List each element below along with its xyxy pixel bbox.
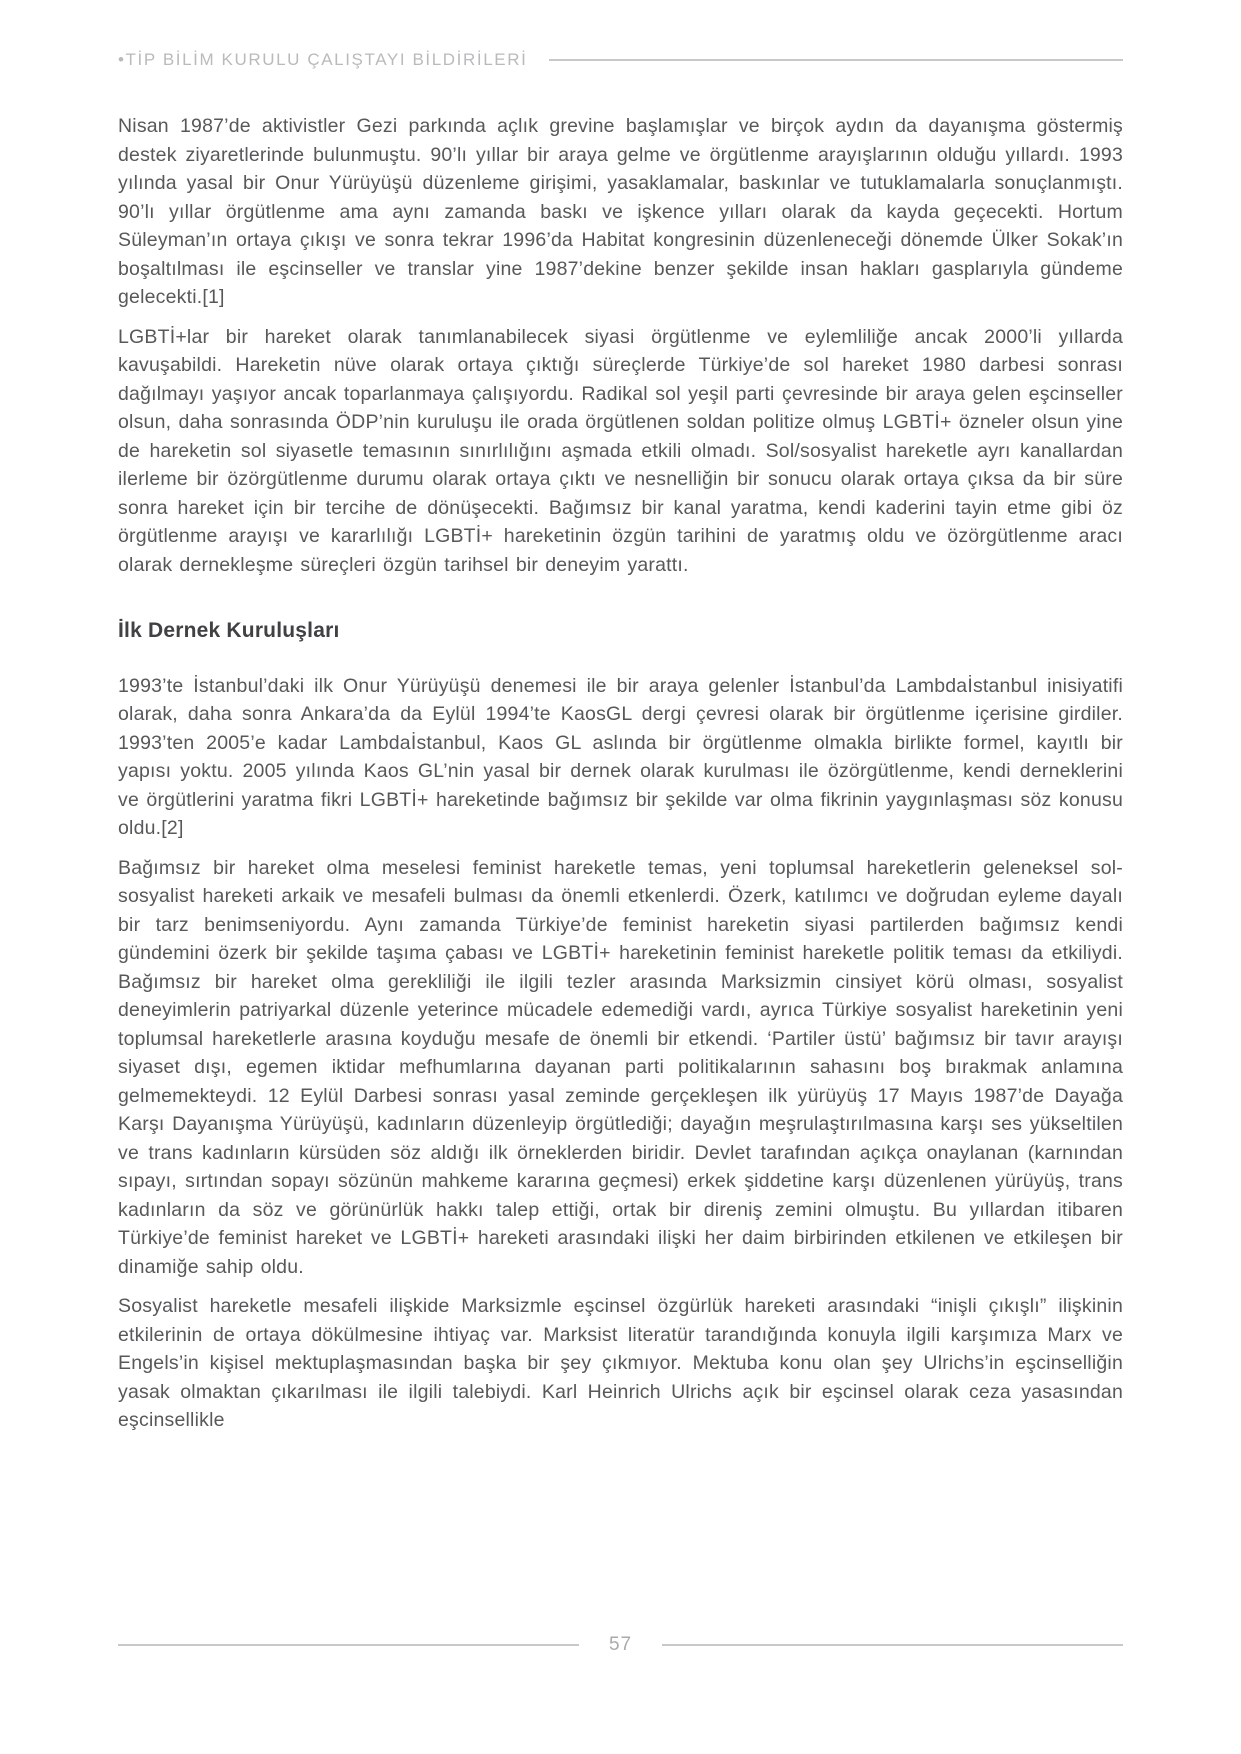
- body-paragraph: Bağımsız bir hareket olma meselesi feminist hareketle temas, yeni toplumsal hareketlerin geleneksel sol-sosyalist hareketi arkaik ve mesafeli bulması da önemli etkenlerdi. Özerk, katılımcı ve doğrudan eyleme dayalı bir tarz benimseniyordu. Aynı zamanda Türkiye’de feminist hareketin siyasi partilerden bağımsız kendi gündemini özerk bir şekilde taşıma çabası ve LGBTİ+ hareketinin feminist hareketle politik teması da etkiliydi. Bağımsız bir hareket olma gerekliliği ile ilgili tezler arasında Marksizmin cinsiyet körü olması, sosyalist deneyimlerin patriyarkal düzenle yeterince mücadele edemediği vardı, ayrıca Türkiye sosyalist hareketinin yeni toplumsal hareketlerle arasına koyduğu mesafe de önemli bir etkendi. ‘Partiler üstü’ bağımsız bir tavır arayışı siyaset dışı, egemen iktidar mefhumlarına dayanan parti politikalarının sahasını boş bırakmak anlamına gelmemekteydi. 12 Eylül Darbesi sonrası yasal zeminde gerçekleşen ilk yürüyüş 17 Mayıs 1987’de Dayağa Karşı Dayanışma Yürüyüşü, kadınların düzenleyip örgütlediği; dayağın meşrulaştırılmasına karşı ses yükseltilen ve trans kadınların kürsüden söz aldığı ilk örneklerden biridir. Devlet tarafından açıkça onaylanan (karnından sıpayı, sırtından sopayı sözünün mahkeme kararına geçmesi) erkek şiddetine karşı düzenlenen yürüyüş, trans kadınların da söz ve görünürlük hakkı talep ettiği, ortak bir direniş zemini olmuştu. Bu yıllardan itibaren Türkiye’de feminist hareket ve LGBTİ+ hareketi arasındaki ilişki her daim birbirinden etkilenen ve etkileşen bir dinamiğe sahip oldu.: [118, 856, 1123, 1278]
- page-body: [118, 112, 1123, 1435]
- page-header: [118, 50, 1123, 70]
- section-heading: İlk Dernek Kuruluşları: [118, 619, 340, 642]
- body-paragraph: 1993’te İstanbul’daki ilk Onur Yürüyüşü denemesi ile bir araya gelenler İstanbul’da Lambdaİstanbul inisiyatifi olarak, daha sonra Ankara’da da Eylül 1994’te KaosGL dergi çevresi olarak bir örgütlenme içerisine girdiler. 1993’ten 2005’e kadar Lambdaİstanbul, Kaos GL aslında bir örgütlenme olmakla birlikte formel, kayıtlı bir yapısı yoktu. 2005 yılında Kaos GL’nin yasal bir dernek olarak kurulması ile özörgütlenme, kendi derneklerini ve örgütlerini yaratma fikri LGBTİ+ hareketinde bağımsız bir şekilde var olma fikrinin yaygınlaşması söz konusu oldu.[2]: [118, 674, 1123, 839]
- page-number: 57: [608, 1634, 633, 1655]
- footer-rule-left: [118, 1644, 579, 1646]
- body-paragraph: Nisan 1987’de aktivistler Gezi parkında açlık grevine başlamışlar ve birçok aydın da dayanışma göstermiş destek ziyaretlerinde bulunmuştu. 90’lı yıllar bir araya gelme ve örgütlenme arayışlarının olduğu yıllardı. 1993 yılında yasal bir Onur Yürüyüşü düzenleme girişimi, yasaklamalar, baskınlar ve tutuklamalarla sonuçlanmıştı. 90’lı yıllar örgütlenme ama aynı zamanda baskı ve işkence yılları olarak da kayda geçecekti. Hortum Süleyman’ın ortaya çıkışı ve sonra tekrar 1996’da Habitat kongresinin düzenleneceği dönemde Ülker Sokak’ın boşaltılması ile eşcinseller ve translar yine 1987’dekine benzer şekilde insan hakları gasplarıyla gündeme gelecekti.[1]: [118, 115, 1123, 308]
- running-header-title: •TİP BİLİM KURULU ÇALIŞTAYI BİLDİRİLERİ: [118, 50, 528, 69]
- footer-rule-right: [662, 1644, 1123, 1646]
- page-footer: [118, 1634, 1123, 1656]
- header-rule: [549, 59, 1123, 61]
- body-paragraph: LGBTİ+lar bir hareket olarak tanımlanabilecek siyasi örgütlenme ve eylemliliğe ancak 2000’li yıllarda kavuşabildi. Hareketin nüve olarak ortaya çıktığı süreçlerde Türkiye’de sol hareket 1980 darbesi sonrası dağılmayı yaşıyor ancak toparlanmaya çalışıyordu. Radikal sol yeşil parti çevresinde bir araya gelen eşcinseller olsun, daha sonrasında ÖDP’nin kuruluşu ile orada örgütlenen soldan politize olmuş LGBTİ+ özneler olsun yine de hareketin sol siyasetle temasının sınırlılığını aşmada etkili olmadı. Sol/sosyalist hareketle ayrı kanallardan ilerleme bir özörgütlenme durumu olarak ortaya çıktı ve nesnelliğin bir sonucu olarak ortaya çıksa da bir süre sonra hareket için bir tercihe de dönüşecekti. Bağımsız bir kanal yaratma, kendi kaderini tayin etme gibi öz örgütlenme arayışı ve kararlılığı LGBTİ+ hareketinin özgün tarihini de yaratmış oldu ve özörgütlenme aracı olarak dernekleşme süreçleri özgün tarihsel bir deneyim yarattı.: [118, 325, 1123, 576]
- body-paragraph: Sosyalist hareketle mesafeli ilişkide Marksizmle eşcinsel özgürlük hareketi arasındaki “inişli çıkışlı” ilişkinin etkilerinin de ortaya dökülmesine ihtiyaç var. Marksist literatür tarandığında konuyla ilgili karşımıza Marx ve Engels’in kişisel mektuplaşmasından başka bir şey çıkmıyor. Mektuba konu olan şey Ulrichs’in eşcinselliğin yasak olmaktan çıkarılması ile ilgili talebiydi. Karl Heinrich Ulrichs açık bir eşcinsel olarak ceza yasasından eşcinsellikle: [118, 1295, 1123, 1431]
